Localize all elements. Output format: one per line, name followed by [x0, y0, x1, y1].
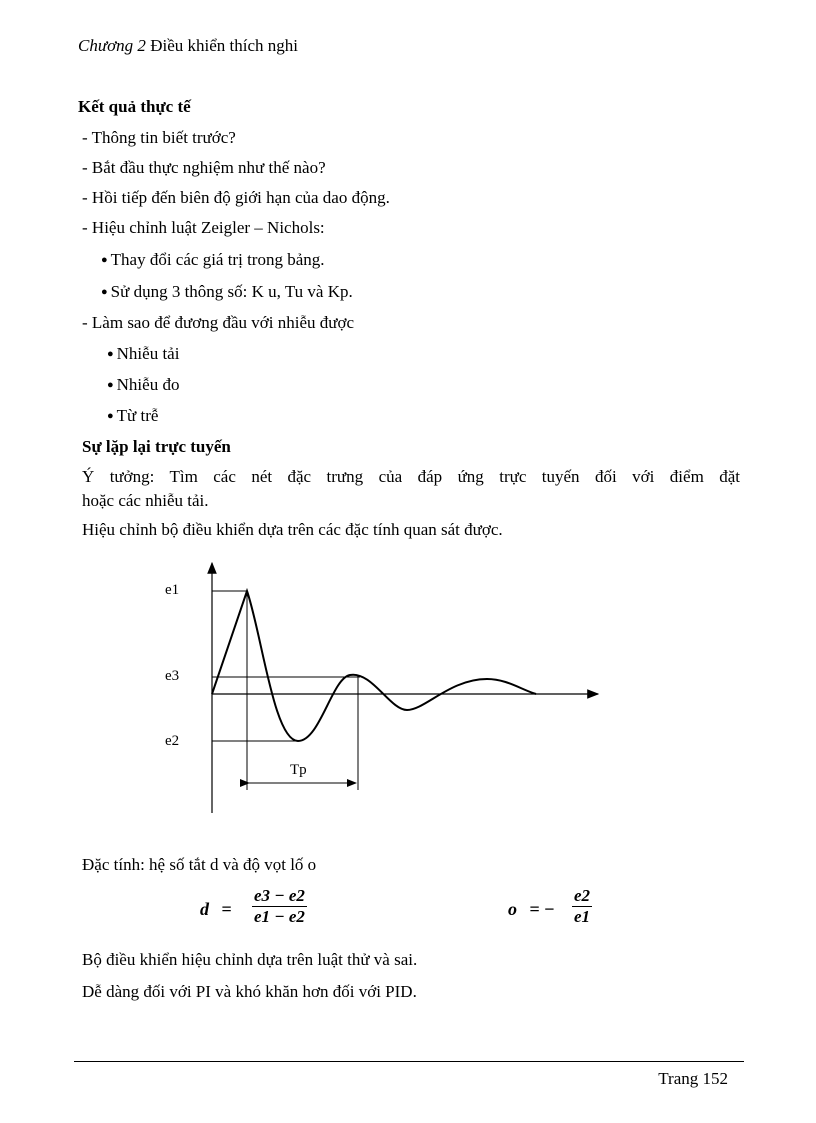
paragraph-idea-line1: Ý tưởng: Tìm các nét đặc trưng của đáp ứng trực tuyến đối với điểm đặt — [82, 467, 740, 486]
formula-o-fraction — [572, 886, 592, 927]
formula-d-numerator: e3 − e2 — [254, 886, 305, 905]
characteristics-line: Đặc tính: hệ số tắt d và độ vọt lố o — [82, 855, 317, 874]
formula-d-equals: = — [221, 899, 232, 919]
section-heading-results: Kết quả thực tế — [78, 97, 191, 116]
section-heading-online: Sự lặp lại trực tuyến — [82, 437, 231, 456]
list-item: - Bắt đầu thực nghiệm như thế nào? — [82, 158, 326, 177]
list-item: - Thông tin biết trước? — [82, 128, 236, 147]
bullet-item: ● Nhiễu tải — [107, 344, 179, 364]
formula-d-denominator: e1 − e2 — [254, 907, 305, 926]
formula-o-denominator: e1 — [574, 907, 591, 926]
bullet-item: ● Thay đổi các giá trị trong bảng. — [101, 250, 325, 270]
closing-line: Dễ dàng đối với PI và khó khăn hơn đối với PID. — [82, 982, 417, 1001]
footer-rule — [74, 1061, 744, 1062]
e1-label: e1 — [165, 582, 180, 598]
tp-label: Tp — [290, 762, 307, 778]
formula-d-fraction — [252, 886, 307, 927]
formula-d-symbol: d — [200, 899, 209, 919]
e2-label: e2 — [165, 733, 180, 749]
response-curve — [212, 591, 536, 741]
step-response-figure — [150, 555, 610, 825]
page-number: Trang 152 — [658, 1069, 728, 1088]
list-item: - Hiệu chỉnh luật Zeigler – Nichols: — [82, 218, 325, 237]
formula-o-equals: = − — [529, 899, 555, 919]
chapter-label: Chương 2 — [78, 36, 146, 55]
formula-o-lhs — [508, 899, 555, 920]
formula-o-numerator: e2 — [574, 886, 591, 905]
bullet-item: ● Từ trễ — [107, 406, 158, 426]
closing-line: Bộ điều khiển hiệu chỉnh dựa trên luật thử và sai. — [82, 950, 418, 969]
running-header — [78, 36, 298, 56]
formula-d-lhs — [200, 899, 232, 920]
bullet-item-params: ● Sử dụng 3 thông số: K u, Tu và Kp. — [101, 282, 353, 301]
formula-o-symbol: o — [508, 899, 517, 919]
params-text: Sử dụng 3 thông số: K u, Tu và Kp. — [110, 282, 353, 301]
paragraph-idea-line2: hoặc các nhiễu tải. — [82, 491, 209, 510]
list-item: - Hồi tiếp đến biên độ giới hạn của dao động. — [82, 188, 390, 207]
paragraph-tuning: Hiệu chỉnh bộ điều khiển dựa trên các đặc tính quan sát được. — [82, 520, 503, 539]
chapter-title: Điều khiển thích nghi — [150, 36, 298, 55]
bullet-item: ● Nhiễu đo — [107, 375, 179, 395]
list-item: - Làm sao để đương đầu với nhiễu được — [82, 313, 354, 332]
e3-label: e3 — [165, 668, 180, 684]
